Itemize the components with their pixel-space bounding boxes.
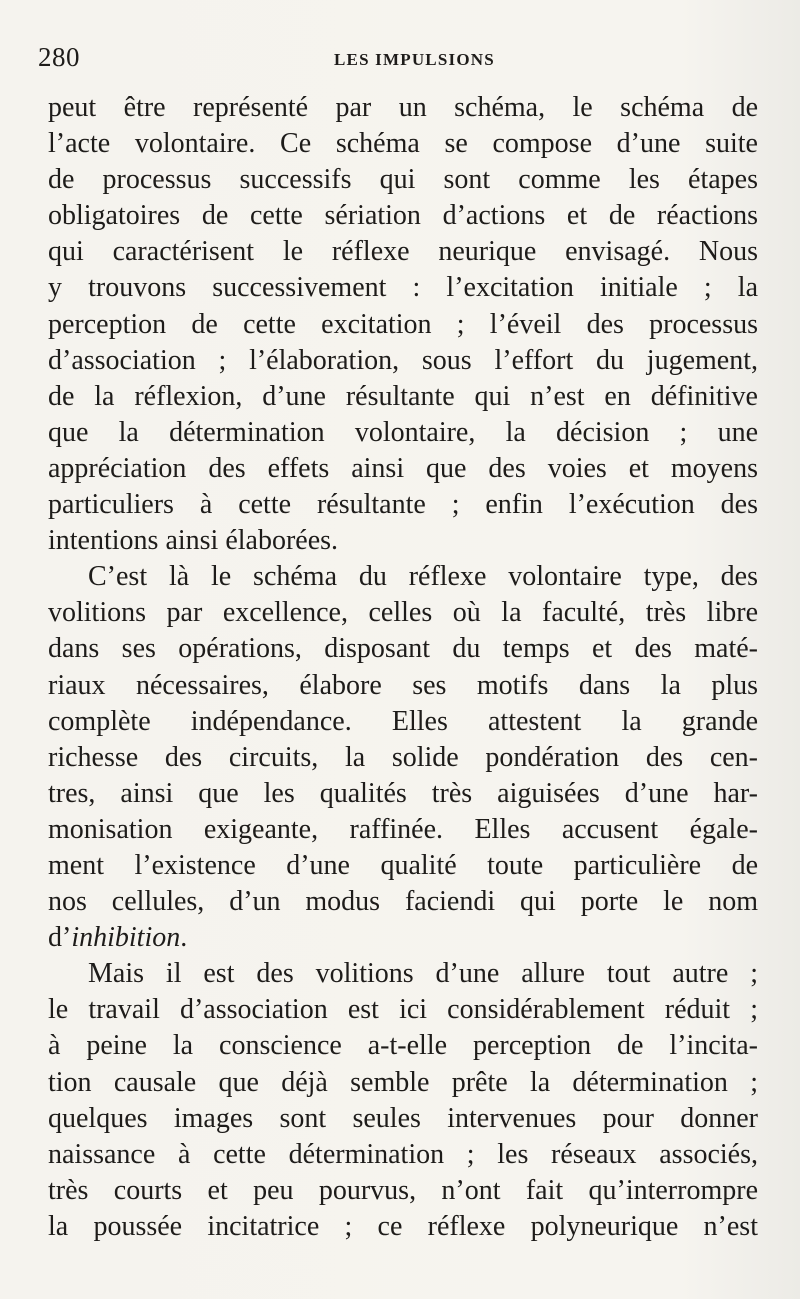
text-line: de processus successifs qui sont comme les étapes	[48, 164, 758, 196]
text-line: volitions par excellence, celles où la faculté, très libre	[48, 597, 758, 629]
text-line: qui caractérisent le réflexe neurique envisagé. Nous	[48, 236, 758, 268]
page-header	[38, 40, 758, 80]
text-line: intentions ainsi élaborées.	[48, 525, 339, 557]
text-line: appréciation des effets ainsi que des voies et moyens	[48, 452, 758, 484]
text-line: tres, ainsi que les qualités très aiguisées d’une har-	[48, 777, 758, 809]
text-line: le travail d’association est ici considérablement réduit ;	[48, 994, 758, 1026]
text-line: que la détermination volontaire, la décision ; une	[48, 416, 758, 448]
text-line: à peine la conscience a-t-elle perception de l’incita-	[48, 1030, 758, 1062]
text-line: complète indépendance. Elles attestent la grande	[48, 705, 758, 737]
text-line: Mais il est des volitions d’une allure tout autre ;	[88, 958, 758, 990]
text-line: particuliers à cette résultante ; enfin l’exécution des	[48, 489, 758, 521]
text-line: très courts et peu pourvus, n’ont fait qu’interrompre	[48, 1174, 758, 1206]
text-line: naissance à cette détermination ; les réseaux associés,	[48, 1138, 758, 1170]
text-line: monisation exigeante, raffinée. Elles accusent égale-	[48, 813, 758, 845]
text-line: riaux nécessaires, élabore ses motifs dans la plus	[48, 669, 758, 701]
running-head: LES IMPULSIONS	[334, 50, 495, 69]
text-line: la poussée incitatrice ; ce réflexe polyneurique n’est	[48, 1210, 758, 1242]
closing-prefix: d’	[48, 922, 72, 954]
text-line: C’est là le schéma du réflexe volontaire type, des	[88, 561, 758, 593]
text-line: tion causale que déjà semble prête la détermination ;	[48, 1066, 758, 1098]
closing-suffix: .	[180, 922, 188, 954]
paragraph-3	[48, 956, 758, 1245]
paragraph-2	[48, 559, 758, 956]
text-line: ment l’existence d’une qualité toute particulière de	[48, 849, 758, 881]
text-line: peut être représenté par un schéma, le schéma de	[48, 92, 758, 123]
page-number: 280	[38, 42, 80, 72]
text-line	[48, 920, 758, 956]
paragraph-1	[48, 90, 758, 559]
text-line: l’acte volontaire. Ce schéma se compose d’une suite	[48, 128, 758, 160]
text-line: richesse des circuits, la solide pondération des cen-	[48, 741, 758, 773]
italic-term: inhibition	[71, 922, 181, 954]
body-text	[48, 90, 758, 1245]
text-line: d’association ; l’élaboration, sous l’effort du jugement,	[48, 344, 758, 376]
text-line: quelques images sont seules intervenues pour donner	[48, 1102, 758, 1134]
text-line: de la réflexion, d’une résultante qui n’est en définitive	[48, 380, 758, 412]
text-line: obligatoires de cette sériation d’actions et de réactions	[48, 200, 758, 232]
text-line: perception de cette excitation ; l’éveil des processus	[48, 308, 758, 340]
text-line: dans ses opérations, disposant du temps et des maté-	[48, 633, 758, 665]
text-line: y trouvons successivement : l’excitation initiale ; la	[48, 272, 758, 304]
text-line: nos cellules, d’un modus faciendi qui porte le nom	[48, 886, 758, 918]
